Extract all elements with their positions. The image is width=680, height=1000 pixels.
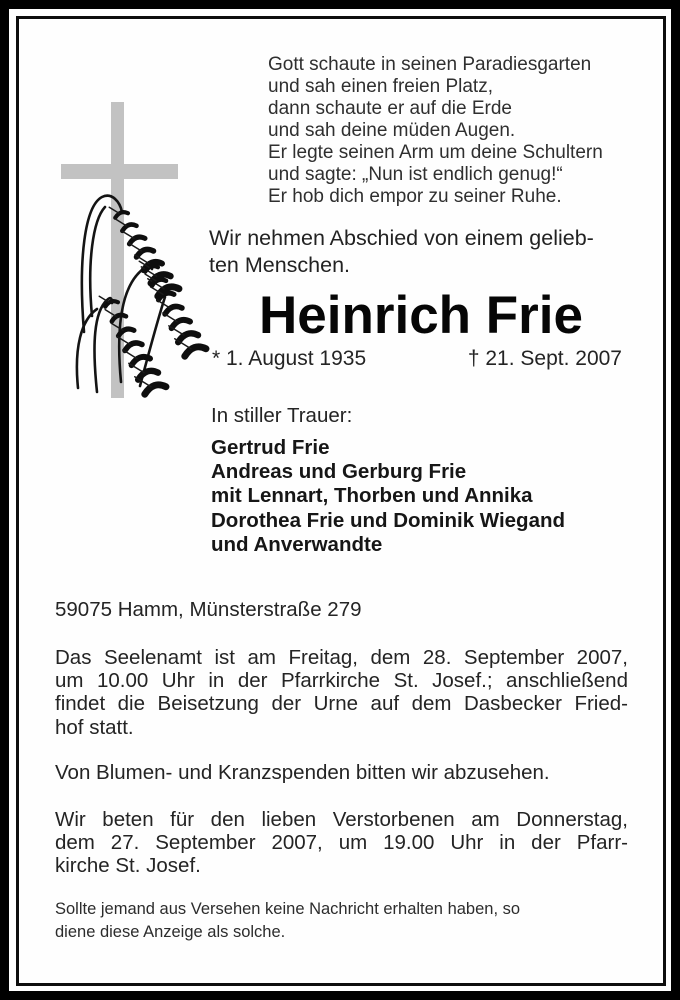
text-line: Andreas und Gerburg Frie — [211, 460, 467, 484]
text-line: Das Seelenamt ist am Freitag, dem 28. September 2007, — [55, 646, 628, 669]
text-line: diene diese Anzeige als solche. — [55, 923, 286, 941]
text-line: Er legte seinen Arm um deine Schultern — [268, 142, 603, 163]
deceased-name: Heinrich Frie — [259, 286, 583, 345]
text-line: findet die Beisetzung der Urne auf dem Dasbecker Fried- — [55, 692, 628, 716]
flowers-note: Von Blumen- und Kranzspenden bitten wir abzusehen. — [55, 761, 550, 784]
opening-poem — [268, 54, 640, 208]
text-line: um 10.00 Uhr in der Pfarrkirche St. Josef.; anschließend — [55, 669, 628, 693]
text-line: Sollte jemand aus Versehen keine Nachricht erhalten haben, so — [55, 900, 521, 918]
text-line: und sagte: „Nun ist endlich genug!“ — [268, 164, 563, 185]
birth-date: * 1. August 1935 — [212, 347, 367, 370]
text-line: und sah deine müden Augen. — [268, 120, 516, 141]
text-line: und Anverwandte — [211, 532, 383, 556]
text-line: Gertrud Frie — [211, 436, 330, 459]
prayer-details — [55, 808, 628, 878]
farewell-text — [209, 225, 633, 279]
text-line: und sah einen freien Platz, — [268, 76, 493, 97]
funeral-details — [55, 646, 628, 739]
disclaimer-note — [55, 898, 631, 944]
text-line: hof statt. — [55, 715, 134, 739]
mourners-list — [211, 436, 631, 557]
text-line: dann schaute er auf die Erde — [268, 98, 513, 119]
text-line: Wir beten für den lieben Verstorbenen am Donnerstag, — [55, 808, 628, 831]
text-line: ten Menschen. — [209, 253, 351, 277]
text-line: mit Lennart, Thorben und Annika — [211, 484, 533, 508]
cross-vertical-beam — [111, 102, 124, 398]
mourning-intro: In stiller Trauer: — [211, 404, 353, 427]
text-line: Gott schaute in seinen Paradiesgarten — [268, 54, 592, 75]
text-line: Wir nehmen Abschied von einem gelieb- — [209, 226, 594, 250]
address-line: 59075 Hamm, Münsterstraße 279 — [55, 598, 362, 621]
life-dates — [212, 348, 622, 369]
death-date: † 21. Sept. 2007 — [467, 347, 622, 370]
cross-with-wheat-icon — [40, 90, 210, 410]
text-line: Dorothea Frie und Dominik Wiegand — [211, 508, 566, 532]
text-line: kirche St. Josef. — [55, 854, 201, 878]
text-line: Er hob dich empor zu seiner Ruhe. — [268, 186, 562, 207]
cross-horizontal-beam — [61, 164, 178, 179]
text-line: dem 27. September 2007, um 19.00 Uhr in der Pfarr- — [55, 831, 628, 855]
